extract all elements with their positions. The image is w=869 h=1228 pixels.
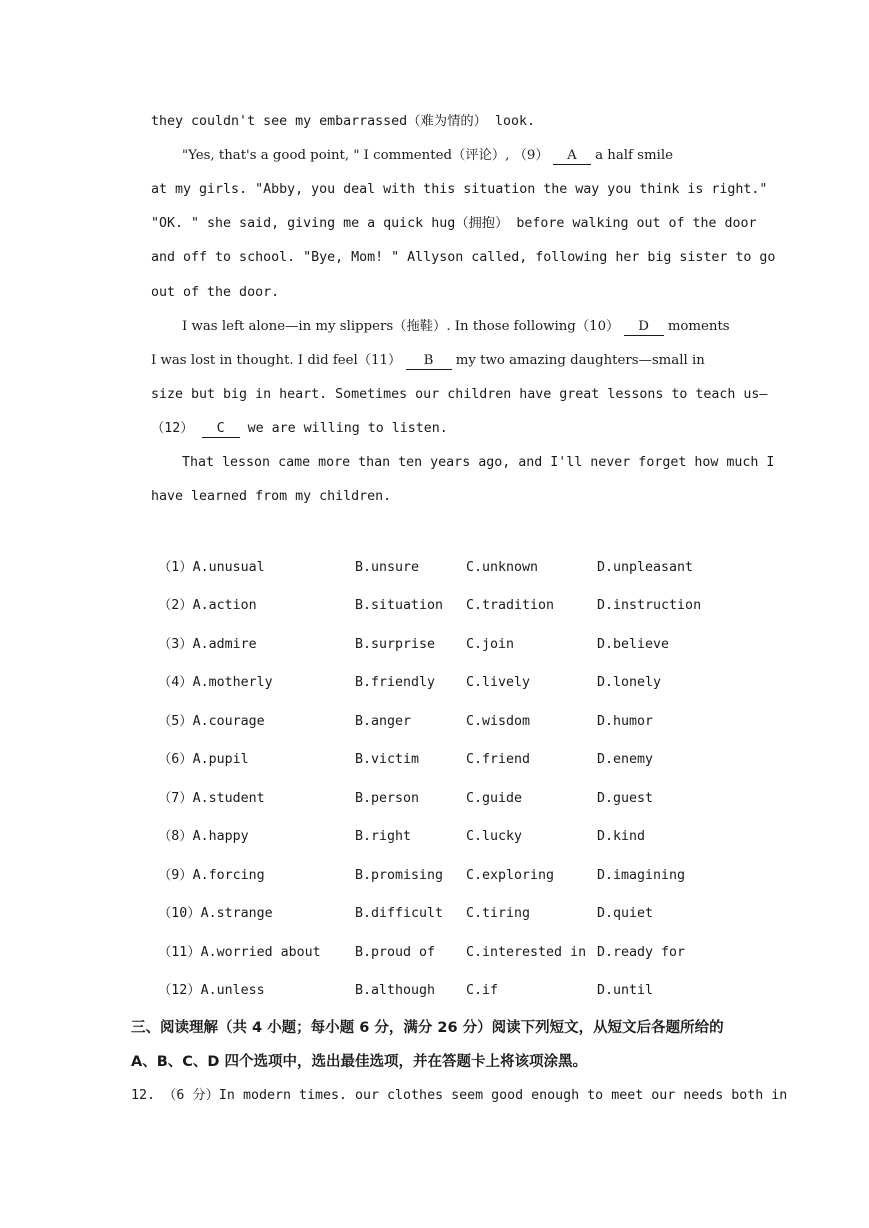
option-row bbox=[158, 635, 758, 655]
option-d: D.kind bbox=[597, 829, 646, 844]
option-c: C.tiring bbox=[466, 906, 531, 921]
option-d: D.instruction bbox=[597, 598, 702, 613]
passage-line: they couldn't see my embarrassed（难为情的） look. bbox=[151, 114, 535, 129]
option-row bbox=[158, 673, 758, 693]
option-row bbox=[158, 558, 758, 578]
option-c: C.lucky bbox=[466, 829, 523, 844]
option-c: C.guide bbox=[466, 791, 523, 806]
passage-line: That lesson came more than ten years ago, and I'll never forget how much I bbox=[182, 455, 775, 470]
option-b: B.although bbox=[355, 983, 436, 998]
option-d: D.believe bbox=[597, 637, 670, 652]
option-c: C.tradition bbox=[466, 598, 555, 613]
option-a: （3）A.admire bbox=[158, 637, 257, 652]
option-d: D.unpleasant bbox=[597, 560, 694, 575]
answer-blank-11: B bbox=[406, 353, 452, 370]
option-a: （8）A.happy bbox=[158, 829, 249, 844]
option-row bbox=[158, 712, 758, 732]
option-b: B.surprise bbox=[355, 637, 436, 652]
option-b: B.victim bbox=[355, 752, 420, 767]
option-c: C.lively bbox=[466, 675, 531, 690]
option-row bbox=[158, 596, 758, 616]
question-12-intro: 12. （6 分）In modern times. our clothes seem good enough to meet our needs both in bbox=[131, 1088, 788, 1103]
option-row bbox=[158, 750, 758, 770]
text: I was lost in thought. I did feel（11） bbox=[151, 353, 402, 368]
section-heading: 三、阅读理解（共 4 小题；每小题 6 分，满分 26 分）阅读下列短文，从短文后各题所给的 bbox=[131, 1020, 724, 1036]
option-a: （7）A.student bbox=[158, 791, 265, 806]
option-d: D.ready for bbox=[597, 945, 686, 960]
option-row bbox=[158, 827, 758, 847]
text: （12） bbox=[151, 421, 194, 436]
passage-line bbox=[151, 419, 741, 439]
option-c: C.exploring bbox=[466, 868, 555, 883]
option-a: （2）A.action bbox=[158, 598, 257, 613]
option-c: C.join bbox=[466, 637, 515, 652]
option-b: B.anger bbox=[355, 714, 412, 729]
answer-blank-9: A bbox=[553, 148, 591, 165]
answer-blank-10: D bbox=[624, 319, 664, 336]
option-d: D.lonely bbox=[597, 675, 662, 690]
option-b: B.right bbox=[355, 829, 412, 844]
option-b: B.person bbox=[355, 791, 420, 806]
passage-line bbox=[182, 146, 741, 166]
passage-line: "OK. " she said, giving me a quick hug（拥抱） before walking out of the door bbox=[151, 216, 757, 231]
option-row bbox=[158, 981, 758, 1001]
passage-line: at my girls. "Abby, you deal with this situation the way you think is right." bbox=[151, 182, 768, 197]
option-a: （9）A.forcing bbox=[158, 868, 265, 883]
option-d: D.until bbox=[597, 983, 654, 998]
text: moments bbox=[667, 319, 730, 334]
passage-line: and off to school. "Bye, Mom! " Allyson called, following her big sister to go bbox=[151, 250, 776, 265]
option-b: B.proud of bbox=[355, 945, 436, 960]
passage-line bbox=[151, 351, 741, 371]
text: my two amazing daughters—small in bbox=[455, 353, 705, 368]
passage-line: have learned from my children. bbox=[151, 489, 392, 504]
option-c: C.friend bbox=[466, 752, 531, 767]
option-b: B.unsure bbox=[355, 560, 420, 575]
passage-line: out of the door. bbox=[151, 285, 280, 300]
option-d: D.quiet bbox=[597, 906, 654, 921]
option-c: C.if bbox=[466, 983, 499, 998]
option-row bbox=[158, 943, 758, 963]
option-row bbox=[158, 866, 758, 886]
section-heading-continued: A、B、C、D 四个选项中，选出最佳选项，并在答题卡上将该项涂黑。 bbox=[131, 1054, 587, 1070]
option-d: D.humor bbox=[597, 714, 654, 729]
text: a half smile bbox=[595, 148, 673, 163]
option-row bbox=[158, 789, 758, 809]
option-d: D.enemy bbox=[597, 752, 654, 767]
passage-line bbox=[182, 317, 741, 337]
option-b: B.promising bbox=[355, 868, 444, 883]
passage-line: size but big in heart. Sometimes our children have great lessons to teach us— bbox=[151, 387, 768, 402]
text: "Yes, that's a good point, " I commented（评论）, （9） bbox=[182, 148, 549, 163]
option-c: C.wisdom bbox=[466, 714, 531, 729]
option-a: （4）A.motherly bbox=[158, 675, 273, 690]
option-c: C.unknown bbox=[466, 560, 539, 575]
option-b: B.difficult bbox=[355, 906, 444, 921]
option-d: D.imagining bbox=[597, 868, 686, 883]
option-a: （10）A.strange bbox=[158, 906, 273, 921]
text: we are willing to listen. bbox=[247, 421, 448, 436]
option-a: （6）A.pupil bbox=[158, 752, 249, 767]
option-c: C.interested in bbox=[466, 945, 587, 960]
answer-blank-12: C bbox=[202, 421, 240, 438]
option-a: （1）A.unusual bbox=[158, 560, 265, 575]
option-row bbox=[158, 904, 758, 924]
option-d: D.guest bbox=[597, 791, 654, 806]
option-a: （5）A.courage bbox=[158, 714, 265, 729]
option-a: （12）A.unless bbox=[158, 983, 265, 998]
option-a: （11）A.worried about bbox=[158, 945, 321, 960]
text: I was left alone—in my slippers（拖鞋）. In those following（10） bbox=[182, 319, 620, 334]
option-b: B.friendly bbox=[355, 675, 436, 690]
option-b: B.situation bbox=[355, 598, 444, 613]
